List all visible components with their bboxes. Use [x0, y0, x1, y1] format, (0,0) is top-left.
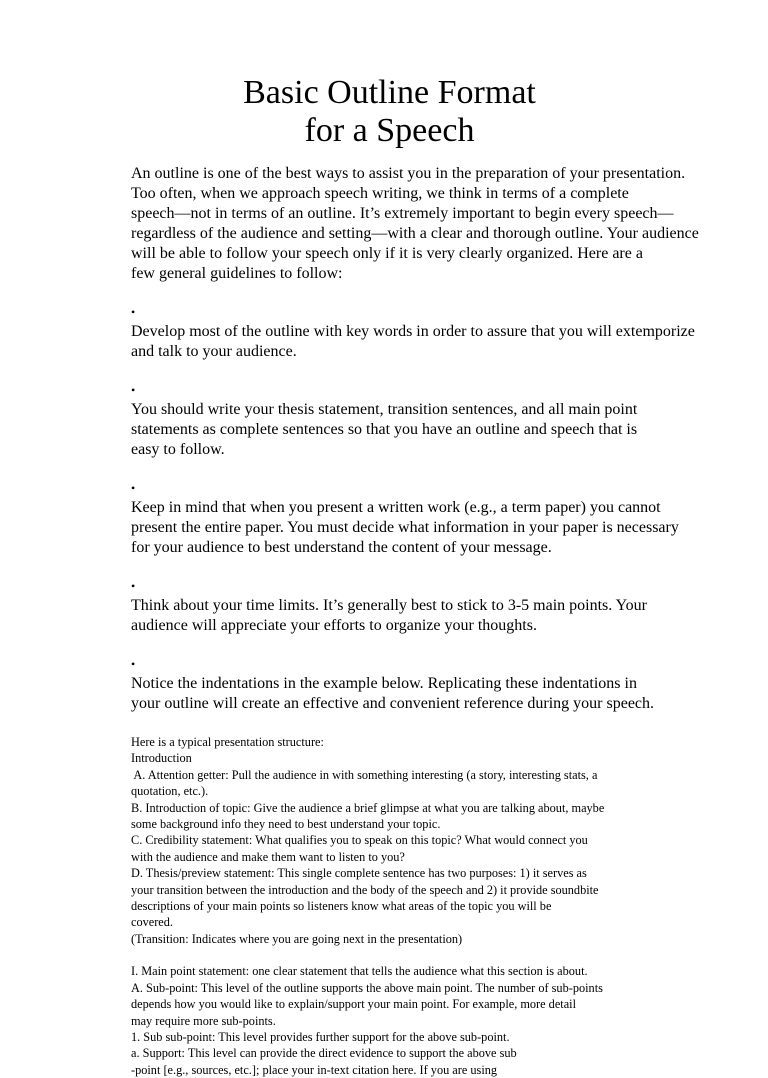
bullet-text: Develop most of the outline with key words in order to assure that you will extemporize	[131, 323, 695, 340]
body-line: 1. Sub sub-point: This level provides further support for the above sub-point.	[131, 1029, 510, 1044]
structure-line: D. Thesis/preview statement: This single complete sentence has two purposes: 1) it serves as	[131, 866, 587, 881]
body-line: -point [e.g., sources, etc.]; place your in-text citation here. If you are using	[131, 1062, 498, 1077]
guideline-bullet	[131, 380, 648, 460]
guideline-bullet	[131, 478, 679, 558]
bullet-icon: •	[131, 383, 136, 397]
bullet-line	[131, 380, 648, 420]
title-line: for a Speech	[304, 112, 475, 149]
bullet-text: Think about your time limits. It’s generally best to stick to 3-5 main points. Your	[131, 597, 647, 614]
intro-paragraph	[131, 164, 699, 284]
bullet-line: statements as complete sentences so that you have an outline and speech that is	[131, 421, 638, 438]
guideline-bullet	[131, 654, 655, 714]
intro-line: few general guidelines to follow:	[131, 265, 343, 282]
bullet-line: present the entire paper. You must decide what information in your paper is necessary	[131, 519, 679, 536]
bullet-line	[131, 654, 648, 694]
bullet-line: and talk to your audience.	[131, 343, 297, 360]
structure-line: descriptions of your main points so listeners know what areas of the topic you will be	[131, 899, 552, 914]
bullet-line: your outline will create an effective and convenient reference during your speech.	[131, 695, 655, 712]
presentation-structure	[131, 734, 648, 1078]
structure-line: some background info they need to best understand your topic.	[131, 817, 441, 832]
bullet-icon: •	[131, 657, 136, 671]
guideline-bullet	[131, 302, 695, 362]
guideline-bullet	[131, 576, 648, 636]
bullet-line	[131, 302, 695, 342]
bullet-text: Keep in mind that when you present a written work (e.g., a term paper) you cannot	[131, 499, 661, 516]
bullet-icon: •	[131, 305, 136, 319]
intro-line: speech—not in terms of an outline. It’s extremely important to begin every speech—	[131, 205, 674, 222]
body-line: a. Support: This level can provide the direct evidence to support the above sub	[131, 1046, 517, 1061]
structure-line: (Transition: Indicates where you are going next in the presentation)	[131, 931, 463, 946]
intro-line: regardless of the audience and setting—with a clear and thorough outline. Your audience	[131, 225, 699, 242]
structure-line: quotation, etc.).	[131, 784, 209, 799]
bullet-text: You should write your thesis statement, transition sentences, and all main point	[131, 401, 638, 418]
structure-line: C. Credibility statement: What qualifies you to speak on this topic? What would connect you	[131, 833, 588, 848]
bullet-icon: •	[131, 579, 136, 593]
structure-line: your transition between the introduction and the body of the speech and 2) it provide soundbite	[131, 882, 599, 897]
structure-line: A. Attention getter: Pull the audience in with something interesting (a story, interesting stats, a	[131, 767, 598, 782]
structure-line: Introduction	[131, 751, 192, 766]
line-gap	[131, 947, 648, 963]
bullet-line: audience will appreciate your efforts to organize your thoughts.	[131, 617, 537, 634]
bullet-icon: •	[131, 481, 136, 495]
bullet-line	[131, 478, 661, 518]
body-line: I. Main point statement: one clear statement that tells the audience what this section is about.	[131, 964, 588, 979]
structure-line: with the audience and make them want to listen to you?	[131, 849, 405, 864]
body-line: depends how you would like to explain/support your main point. For example, more detail	[131, 997, 576, 1012]
bullet-line: for your audience to best understand the content of your message.	[131, 539, 552, 556]
bullet-line: easy to follow.	[131, 441, 225, 458]
structure-line: Here is a typical presentation structure:	[131, 735, 324, 749]
body-line: A. Sub-point: This level of the outline supports the above main point. The number of sub-points	[131, 980, 603, 995]
title-line: Basic Outline Format	[243, 74, 536, 111]
intro-line: Too often, when we approach speech writing, we think in terms of a complete	[131, 185, 629, 202]
intro-line: An outline is one of the best ways to assist you in the preparation of your presentation.	[131, 165, 686, 182]
structure-line: B. Introduction of topic: Give the audience a brief glimpse at what you are talking about, maybe	[131, 800, 605, 815]
structure-line: covered.	[131, 915, 173, 930]
body-line: may require more sub-points.	[131, 1013, 276, 1028]
bullet-line	[131, 576, 648, 616]
bullet-text: Notice the indentations in the example below. Replicating these indentations in	[131, 675, 637, 692]
document-title	[131, 0, 648, 150]
intro-line: will be able to follow your speech only if it is very clearly organized. Here are a	[131, 245, 643, 262]
